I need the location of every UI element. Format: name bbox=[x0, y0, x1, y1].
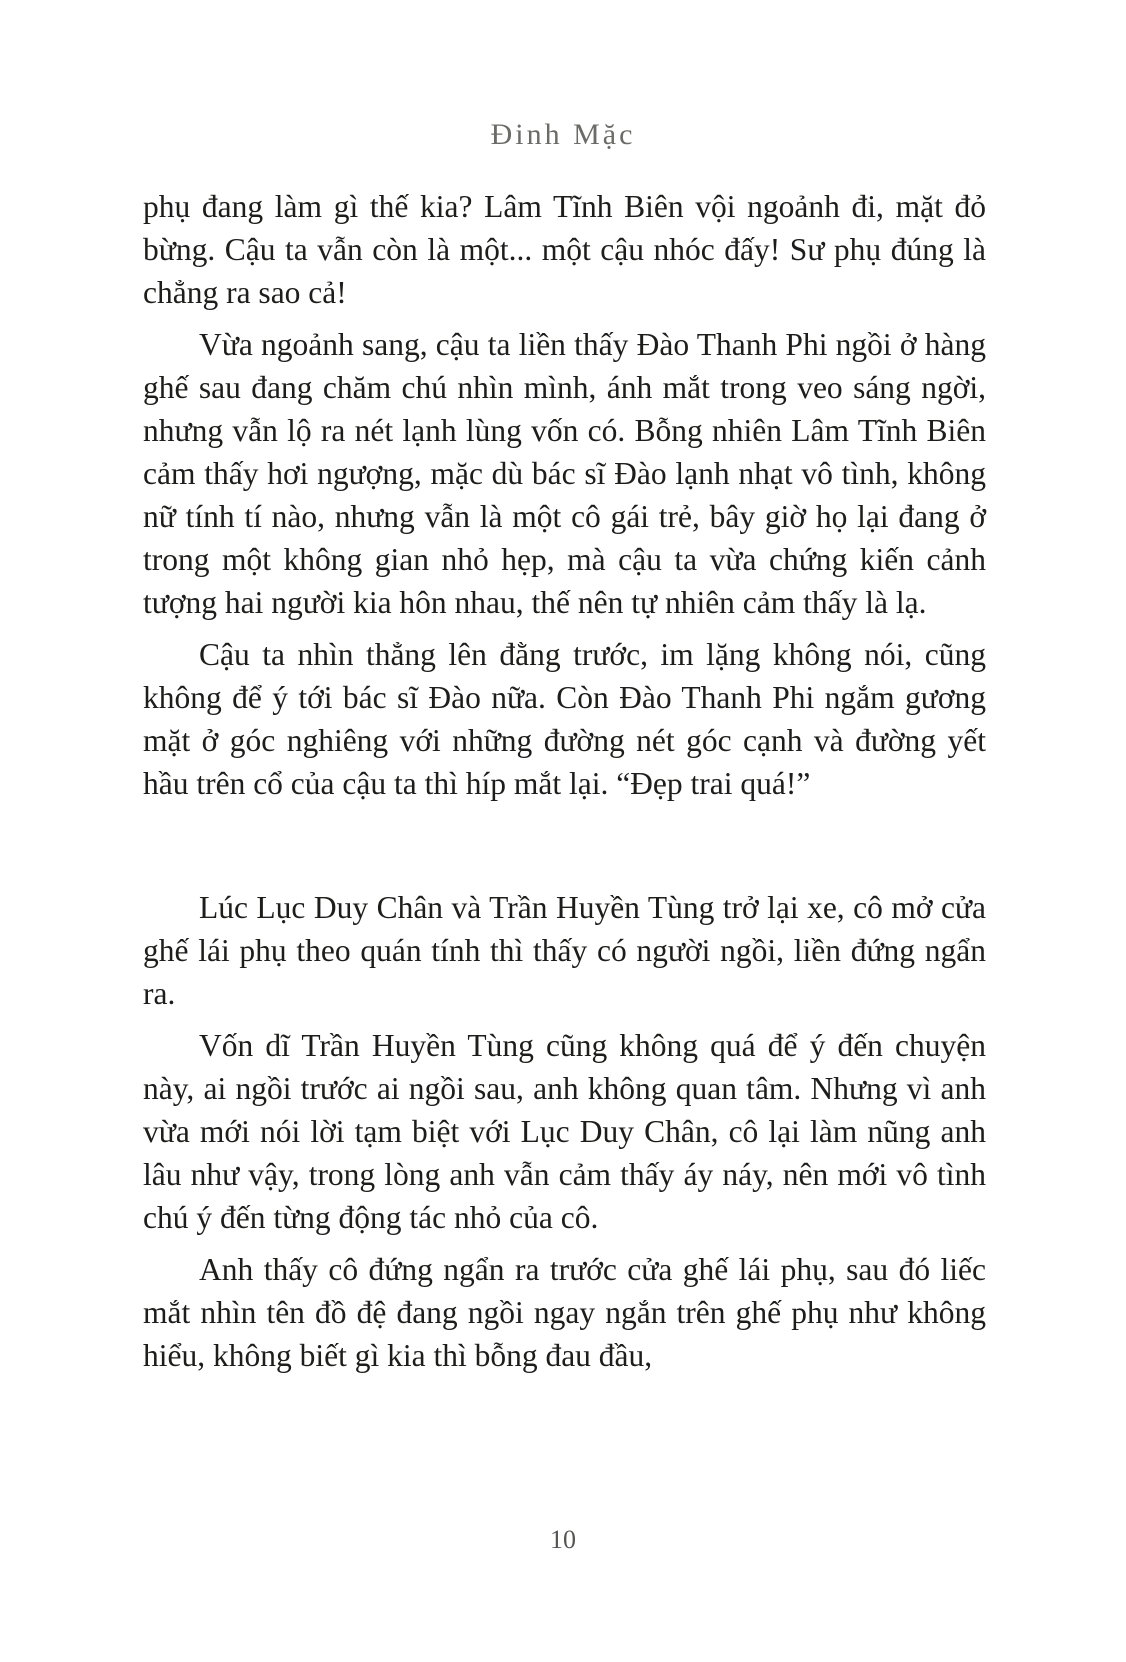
paragraph: Vốn dĩ Trần Huyền Tùng cũng không quá để ý đến chuyện này, ai ngồi trước ai ngồi sau, anh không quan tâm. Nhưng vì anh vừa mới nói lời tạm biệt với Lục Duy Chân, cô lại làm nũng anh lâu như vậy, trong lòng anh vẫn cảm thấy áy náy, nên mới vô tình chú ý đến từng động tác nhỏ của cô. bbox=[143, 1028, 986, 1235]
paragraph-section-start: Lúc Lục Duy Chân và Trần Huyền Tùng trở lại xe, cô mở cửa ghế lái phụ theo quán tính thì thấy có người ngồi, liền đứng ngẩn ra. bbox=[143, 890, 986, 1011]
paragraph: Vừa ngoảnh sang, cậu ta liền thấy Đào Thanh Phi ngồi ở hàng ghế sau đang chăm chú nhìn mình, ánh mắt trong veo sáng ngời, nhưng vẫn lộ ra nét lạnh lùng vốn có. Bỗng nhiên Lâm Tĩnh Biên cảm thấy hơi ngượng, mặc dù bác sĩ Đào lạnh nhạt vô tình, không nữ tính tí nào, nhưng vẫn là một cô gái trẻ, bây giờ họ lại đang ở trong một không gian nhỏ hẹp, mà cậu ta vừa chứng kiến cảnh tượng hai người kia hôn nhau, thế nên tự nhiên cảm thấy là lạ. bbox=[143, 327, 986, 620]
paragraph: Anh thấy cô đứng ngẩn ra trước cửa ghế lái phụ, sau đó liếc mắt nhìn tên đồ đệ đang ngồi ngay ngắn trên ghế phụ như không hiểu, không biết gì kia thì bỗng đau đầu, bbox=[143, 1252, 986, 1373]
paragraph: Cậu ta nhìn thẳng lên đằng trước, im lặng không nói, cũng không để ý tới bác sĩ Đào nữa. Còn Đào Thanh Phi ngắm gương mặt ở góc nghiêng với những đường nét góc cạnh và đường yết hầu trên cổ của cậu ta thì híp mắt lại. “Đẹp trai quá!” bbox=[143, 637, 986, 801]
paragraph-continuation: phụ đang làm gì thế kia? Lâm Tĩnh Biên vội ngoảnh đi, mặt đỏ bừng. Cậu ta vẫn còn là một... một cậu nhóc đấy! Sư phụ đúng là chẳng ra sao cả! bbox=[143, 189, 986, 310]
body-text bbox=[143, 185, 986, 1377]
page-number: 10 bbox=[550, 1525, 576, 1554]
running-head-author: Đinh Mặc bbox=[490, 118, 636, 151]
